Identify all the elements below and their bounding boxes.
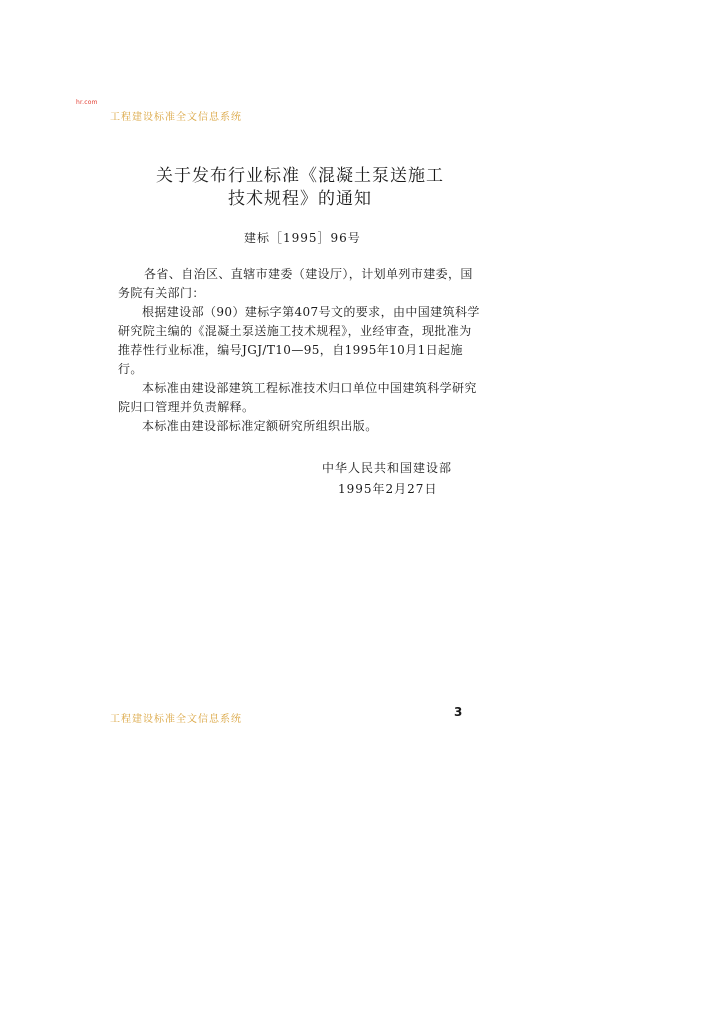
issuer-signature: 中华人民共和国建设部 bbox=[322, 461, 453, 475]
notice-title-line2: 技术规程》的通知 bbox=[228, 189, 372, 209]
site-mark: hr.com bbox=[76, 99, 98, 106]
document-number: 建标［1995］96号 bbox=[244, 231, 361, 245]
watermark-bottom: 工程建设标准全文信息系统 bbox=[110, 714, 242, 725]
paragraph-management: 本标准由建设部建筑工程标准技术归口单位中国建筑科学研究院归口管理并负责解释。 bbox=[118, 381, 477, 414]
watermark-top: 工程建设标准全文信息系统 bbox=[110, 112, 242, 123]
notice-body bbox=[118, 265, 480, 436]
paragraph-approval: 根据建设部（90）建标字第407号文的要求，由中国建筑科学研究院主编的《混凝土泵送施工技术规程》，业经审查，现批准为推荐性行业标准，编号JGJ/T10—95，自1995年10月1日起施行。 bbox=[118, 305, 480, 376]
notice-title-line1: 关于发布行业标准《混凝土泵送施工 bbox=[156, 166, 444, 186]
issue-date: 1995年2月27日 bbox=[338, 482, 438, 496]
paragraph-publication: 本标准由建设部标准定额研究所组织出版。 bbox=[142, 419, 378, 433]
page-number: 3 bbox=[454, 705, 463, 719]
paragraph-addressees: 各省、自治区、直辖市建委（建设厅），计划单列市建委，国务院有关部门： bbox=[118, 267, 473, 300]
